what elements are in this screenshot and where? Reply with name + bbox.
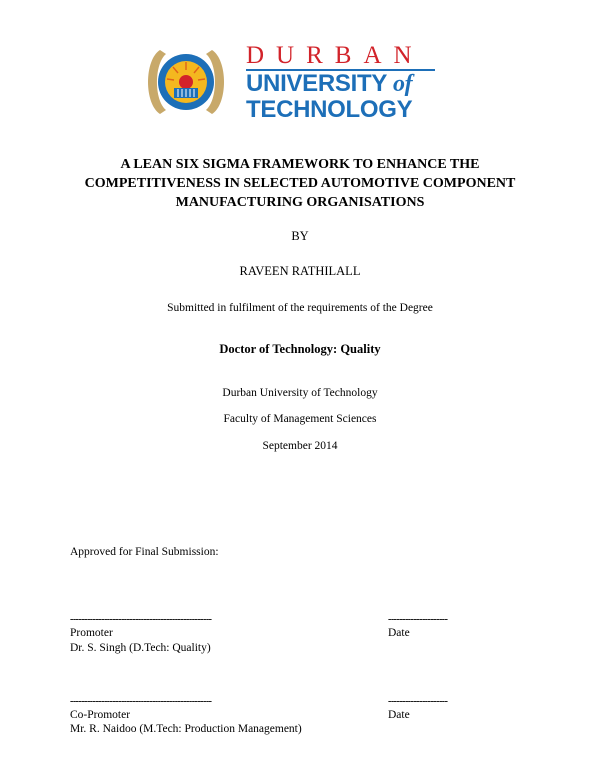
faculty-name: Faculty of Management Sciences xyxy=(223,413,377,425)
logo-technology-text: TECHNOLOGY xyxy=(246,96,413,123)
co-promoter-name: Mr. R. Naidoo (M.Tech: Production Management) xyxy=(70,723,302,735)
promoter-date-label: Date xyxy=(388,627,410,639)
promoter-role: Promoter xyxy=(70,627,113,639)
university-emblem-icon xyxy=(140,42,232,122)
co-promoter-date-line: --------------------- xyxy=(388,696,448,707)
logo-durban-text: DURBAN xyxy=(246,42,424,69)
by-label: BY xyxy=(291,229,309,243)
logo-university-text xyxy=(246,70,412,98)
university-logo xyxy=(140,42,440,122)
institution-name: Durban University of Technology xyxy=(222,387,378,399)
submission-date: September 2014 xyxy=(262,440,338,452)
promoter-date-line: --------------------- xyxy=(388,614,448,625)
promoter-signature-line: -------------------------------------------------- xyxy=(70,614,212,625)
co-promoter-signature-line: -------------------------------------------------- xyxy=(70,696,212,707)
author-name: RAVEEN RATHILALL xyxy=(239,264,361,278)
title-line-2: COMPETITIVENESS IN SELECTED AUTOMOTIVE COMPONENT xyxy=(84,176,516,191)
logo-university-word: UNIVERSITY xyxy=(246,70,393,97)
degree-name: Doctor of Technology: Quality xyxy=(219,342,381,356)
co-promoter-date-label: Date xyxy=(388,709,410,721)
thesis-title xyxy=(0,155,600,212)
title-line-3: MANUFACTURING ORGANISATIONS xyxy=(175,195,425,210)
title-line-1: A LEAN SIX SIGMA FRAMEWORK TO ENHANCE THE xyxy=(120,157,480,172)
promoter-name: Dr. S. Singh (D.Tech: Quality) xyxy=(70,642,211,654)
approval-label: Approved for Final Submission: xyxy=(70,546,219,558)
co-promoter-role: Co-Promoter xyxy=(70,709,131,721)
submission-statement: Submitted in fulfilment of the requirements of the Degree xyxy=(167,302,433,314)
logo-of-word: of xyxy=(392,71,413,97)
